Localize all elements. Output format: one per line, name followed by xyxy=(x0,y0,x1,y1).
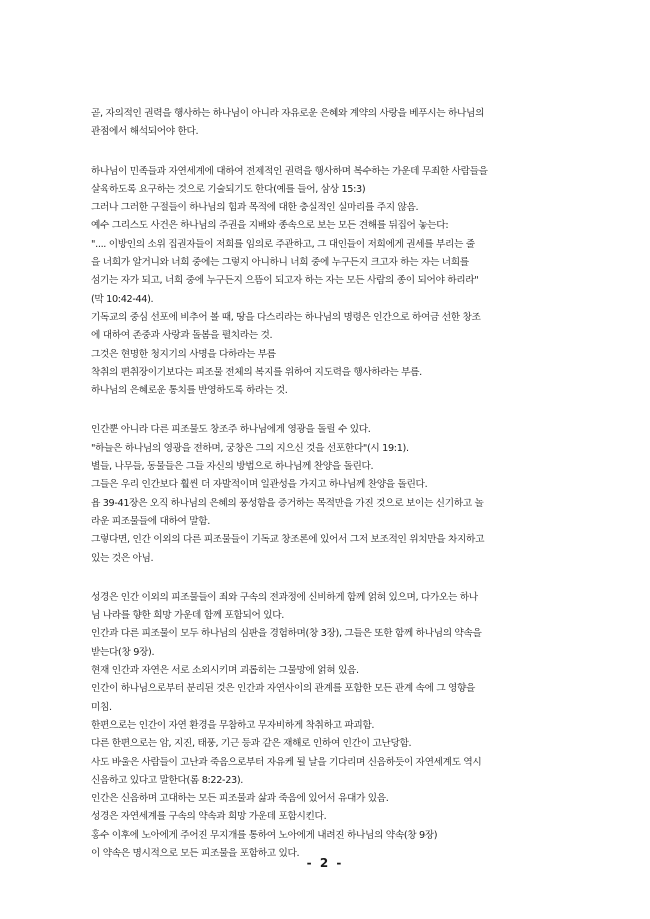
text-line: 곧, 자의적인 권력을 행사하는 하나님이 아니라 자유로운 은혜와 계약의 사랑을 베푸시는 하나님의 xyxy=(91,108,485,119)
text-line: 다른 한편으로는 암, 지진, 태풍, 기근 등과 같은 재해로 인하여 인간이 고난당함. xyxy=(91,738,412,750)
text-line: 그렇다면, 인간 이외의 다른 피조물들이 기독교 창조론에 있어서 그저 보조적인 위치만을 차지하고 xyxy=(91,534,485,546)
text-line: "하늘은 하나님의 영광을 전하며, 궁창은 그의 지으신 것을 선포한다"(시 19:1). xyxy=(91,442,409,454)
paragraph xyxy=(91,163,575,401)
text-line: 신음하고 있다고 말한다(롬 8:22-23). xyxy=(91,774,243,786)
text-line: 하나님의 은혜로운 통치를 반영하도록 하라는 것. xyxy=(91,385,288,397)
text-line: (막 10:42-44). xyxy=(91,293,154,305)
text-line: 이 약속은 명시적으로 모든 피조물을 포함하고 있다. xyxy=(91,847,300,859)
page-number: - 2 - xyxy=(306,856,344,870)
text-line: 관점에서 해석되어야 한다. xyxy=(91,126,199,138)
text-line: 인간이 하나님으로부터 분리된 것은 인간과 자연사이의 관계를 포함한 모든 관계 속에 그 영향을 xyxy=(91,683,476,695)
text-line: 현재 인간과 자연은 서로 소외시키며 괴롭히는 그물망에 얽혀 있음. xyxy=(91,665,359,677)
text-line: 그러나 그러한 구절들이 하나님의 힘과 목적에 대한 충실적인 실마리를 주지 않음. xyxy=(91,202,419,214)
text-line: 인간은 신음하며 고대하는 모든 피조물과 삶과 죽음에 있어서 유대가 있음. xyxy=(91,793,389,805)
paragraph xyxy=(91,421,575,567)
text-line: 별들, 나무들, 동물들은 그들 자신의 방법으로 하나님께 찬양을 돌린다. xyxy=(91,461,374,473)
text-line: 섬기는 자가 되고, 너희 중에 누구든지 으뜸이 되고자 하는 자는 모든 사람의 종이 되어야 하리라" xyxy=(91,275,479,287)
text-line: 미침. xyxy=(91,701,112,713)
text-line: 사도 바울은 사람들이 고난과 죽음으로부터 자유케 될 날을 기다리며 신음하듯이 자연세계도 역시 xyxy=(91,756,482,768)
text-line: 인간뿐 아니라 다른 피조물도 창조주 하나님에게 영광을 돌릴 수 있다. xyxy=(91,424,371,436)
text-line: 그것은 현명한 청지기의 사명을 다하라는 부름 xyxy=(91,348,276,360)
text-line: 욥 39-41장은 오직 하나님의 은혜의 풍성함을 증거하는 목적만을 가진 것으로 보이는 신기하고 놀 xyxy=(91,497,484,509)
text-line: 기독교의 중심 선포에 비추어 볼 때, 땅을 다스리라는 하나님의 명령은 인간으로 하여금 선한 창조 xyxy=(91,311,481,323)
document-body xyxy=(91,105,575,863)
text-line: 인간과 다른 피조물이 모두 하나님의 심판을 경험하며(창 3장), 그들은 또한 함께 하나님의 약속을 xyxy=(91,628,482,640)
text-line: 받는다(창 9장). xyxy=(91,646,155,658)
text-line: ".... 이방인의 소위 집권자들이 저희를 임의로 주관하고, 그 대인들이 저희에게 권세를 부리는 줄 xyxy=(91,238,475,250)
text-line: 을 너희가 알거니와 너희 중에는 그렇지 아니하니 너희 중에 누구든지 크고자 하는 자는 너희를 xyxy=(91,257,469,269)
text-line: 한편으로는 인간이 자연 환경을 무참하고 무자비하게 착취하고 파괴함. xyxy=(91,719,375,731)
text-line: 있는 것은 아님. xyxy=(91,552,154,564)
text-line: 성경은 자연세계를 구속의 약속과 희망 가운데 포함시킨다. xyxy=(91,811,327,823)
text-line: 예수 그리스도 사건은 하나님의 주권을 지배와 종속으로 보는 모든 견해를 뒤집어 놓는다: xyxy=(91,220,449,232)
text-line: 그들은 우리 인간보다 훨씬 더 자발적이며 일관성을 가지고 하나님께 찬양을 돌린다. xyxy=(91,479,428,491)
paragraph xyxy=(91,589,575,863)
text-line: 착취의 편취장이기보다는 피조물 전체의 복지를 위하여 지도력을 행사하라는 부름. xyxy=(91,366,422,378)
text-line: 홍수 이후에 노아에게 주어진 무지개를 통하여 노아에게 내려진 하나님의 약속(창 9장) xyxy=(91,829,438,841)
text-line: 라운 피조물들에 대하여 말함. xyxy=(91,515,211,527)
text-line: 성경은 인간 이외의 피조물들이 죄와 구속의 전과정에 신비하게 함께 얽혀 있으며, 다가오는 하나 xyxy=(91,591,478,603)
paragraph xyxy=(91,105,575,142)
text-line: 하나님이 민족들과 자연세계에 대하여 전제적인 권력을 행사하며 복수하는 가운데 무죄한 사람들을 xyxy=(91,165,488,177)
text-line: 살육하도록 요구하는 것으로 기술되기도 한다(예를 들어, 삼상 15:3) xyxy=(91,183,366,195)
text-line: 에 대하여 존중과 사랑과 돌봄을 펼치라는 것. xyxy=(91,330,273,342)
text-line: 님 나라를 향한 희망 가운데 함께 포함되어 있다. xyxy=(91,610,284,622)
